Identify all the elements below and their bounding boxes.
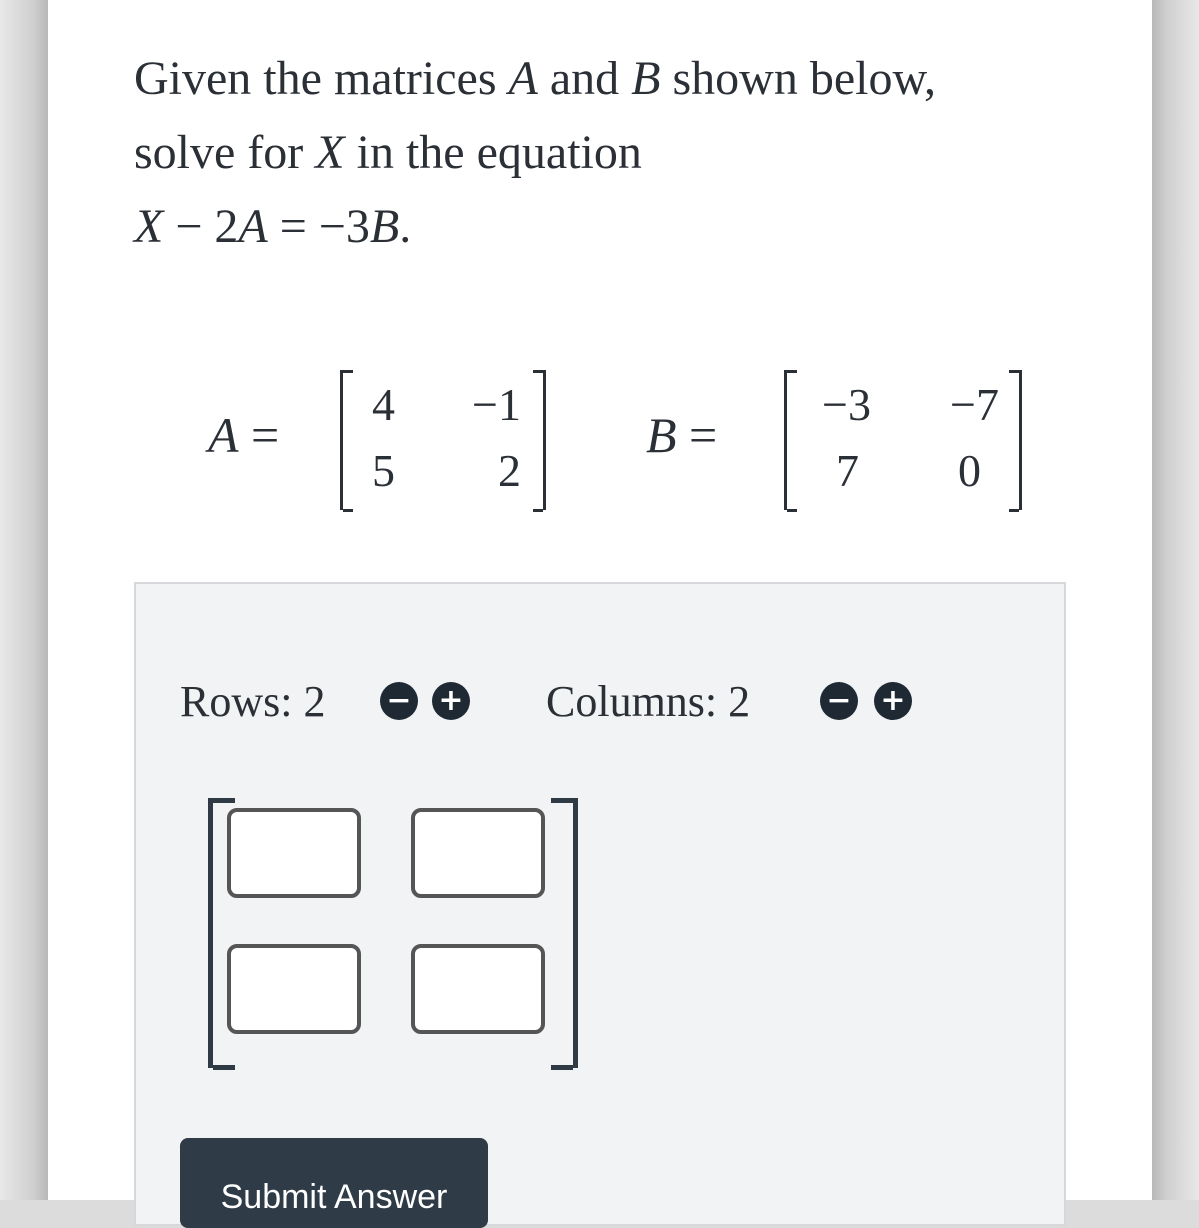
question-text <box>134 42 1094 264</box>
variable-x: X <box>315 126 345 179</box>
matrix-a-cell: −1 <box>472 379 521 430</box>
question-text-part: and <box>537 52 632 105</box>
question-text-part: Given the matrices <box>134 52 509 105</box>
equation-variable-a: A <box>238 200 268 253</box>
answer-panel <box>134 582 1066 1226</box>
equation-part: = −3 <box>267 200 370 253</box>
answer-cell-r1-c2[interactable] <box>411 808 545 898</box>
equation-part: − 2 <box>163 200 239 253</box>
left-frame-shadow <box>0 0 48 1200</box>
equation-variable-x: X <box>134 200 164 253</box>
given-matrices <box>208 370 1088 510</box>
question-card <box>48 0 1152 1216</box>
matrix-b <box>784 370 1022 510</box>
answer-matrix <box>208 798 578 1068</box>
question-text-part: solve for <box>134 126 316 179</box>
matrix-b-cell: 0 <box>958 445 981 496</box>
question-text-part: in the equation <box>344 126 642 179</box>
matrix-a-label <box>208 406 279 464</box>
matrix-a <box>340 370 546 510</box>
matrix-b-cell: −3 <box>822 379 871 430</box>
variable-a: A <box>508 52 538 105</box>
question-line-2 <box>134 116 1094 190</box>
columns-decrease-button[interactable]: − <box>820 682 858 720</box>
answer-cell-r2-c1[interactable] <box>227 944 361 1034</box>
variable-b: B <box>631 52 661 105</box>
equation-variable-b: B <box>369 200 400 253</box>
rows-decrease-button[interactable]: − <box>380 682 418 720</box>
matrix-b-name: B <box>646 407 677 463</box>
matrix-b-label <box>646 406 717 464</box>
matrix-a-cell: 4 <box>372 379 395 430</box>
equals-sign: = <box>238 407 280 463</box>
matrix-b-cell: 7 <box>836 445 859 496</box>
answer-cell-r2-c2[interactable] <box>411 944 545 1034</box>
question-line-1 <box>134 42 1094 116</box>
equation-part: . <box>399 200 412 253</box>
rows-increase-button[interactable]: + <box>432 682 470 720</box>
matrix-a-cell: 2 <box>498 445 521 496</box>
submit-answer-button[interactable]: Submit Answer <box>180 1138 488 1228</box>
answer-cell-r1-c1[interactable] <box>227 808 361 898</box>
columns-increase-button[interactable]: + <box>874 682 912 720</box>
equals-sign: = <box>676 407 718 463</box>
matrix-a-cell: 5 <box>372 445 395 496</box>
columns-label: Columns: 2 <box>546 677 751 726</box>
right-frame-shadow <box>1152 0 1199 1200</box>
question-text-part: shown below, <box>660 52 937 105</box>
matrix-a-name: A <box>208 407 239 463</box>
equation <box>134 190 1094 264</box>
matrix-b-cell: −7 <box>950 379 999 430</box>
rows-label: Rows: 2 <box>180 677 326 726</box>
